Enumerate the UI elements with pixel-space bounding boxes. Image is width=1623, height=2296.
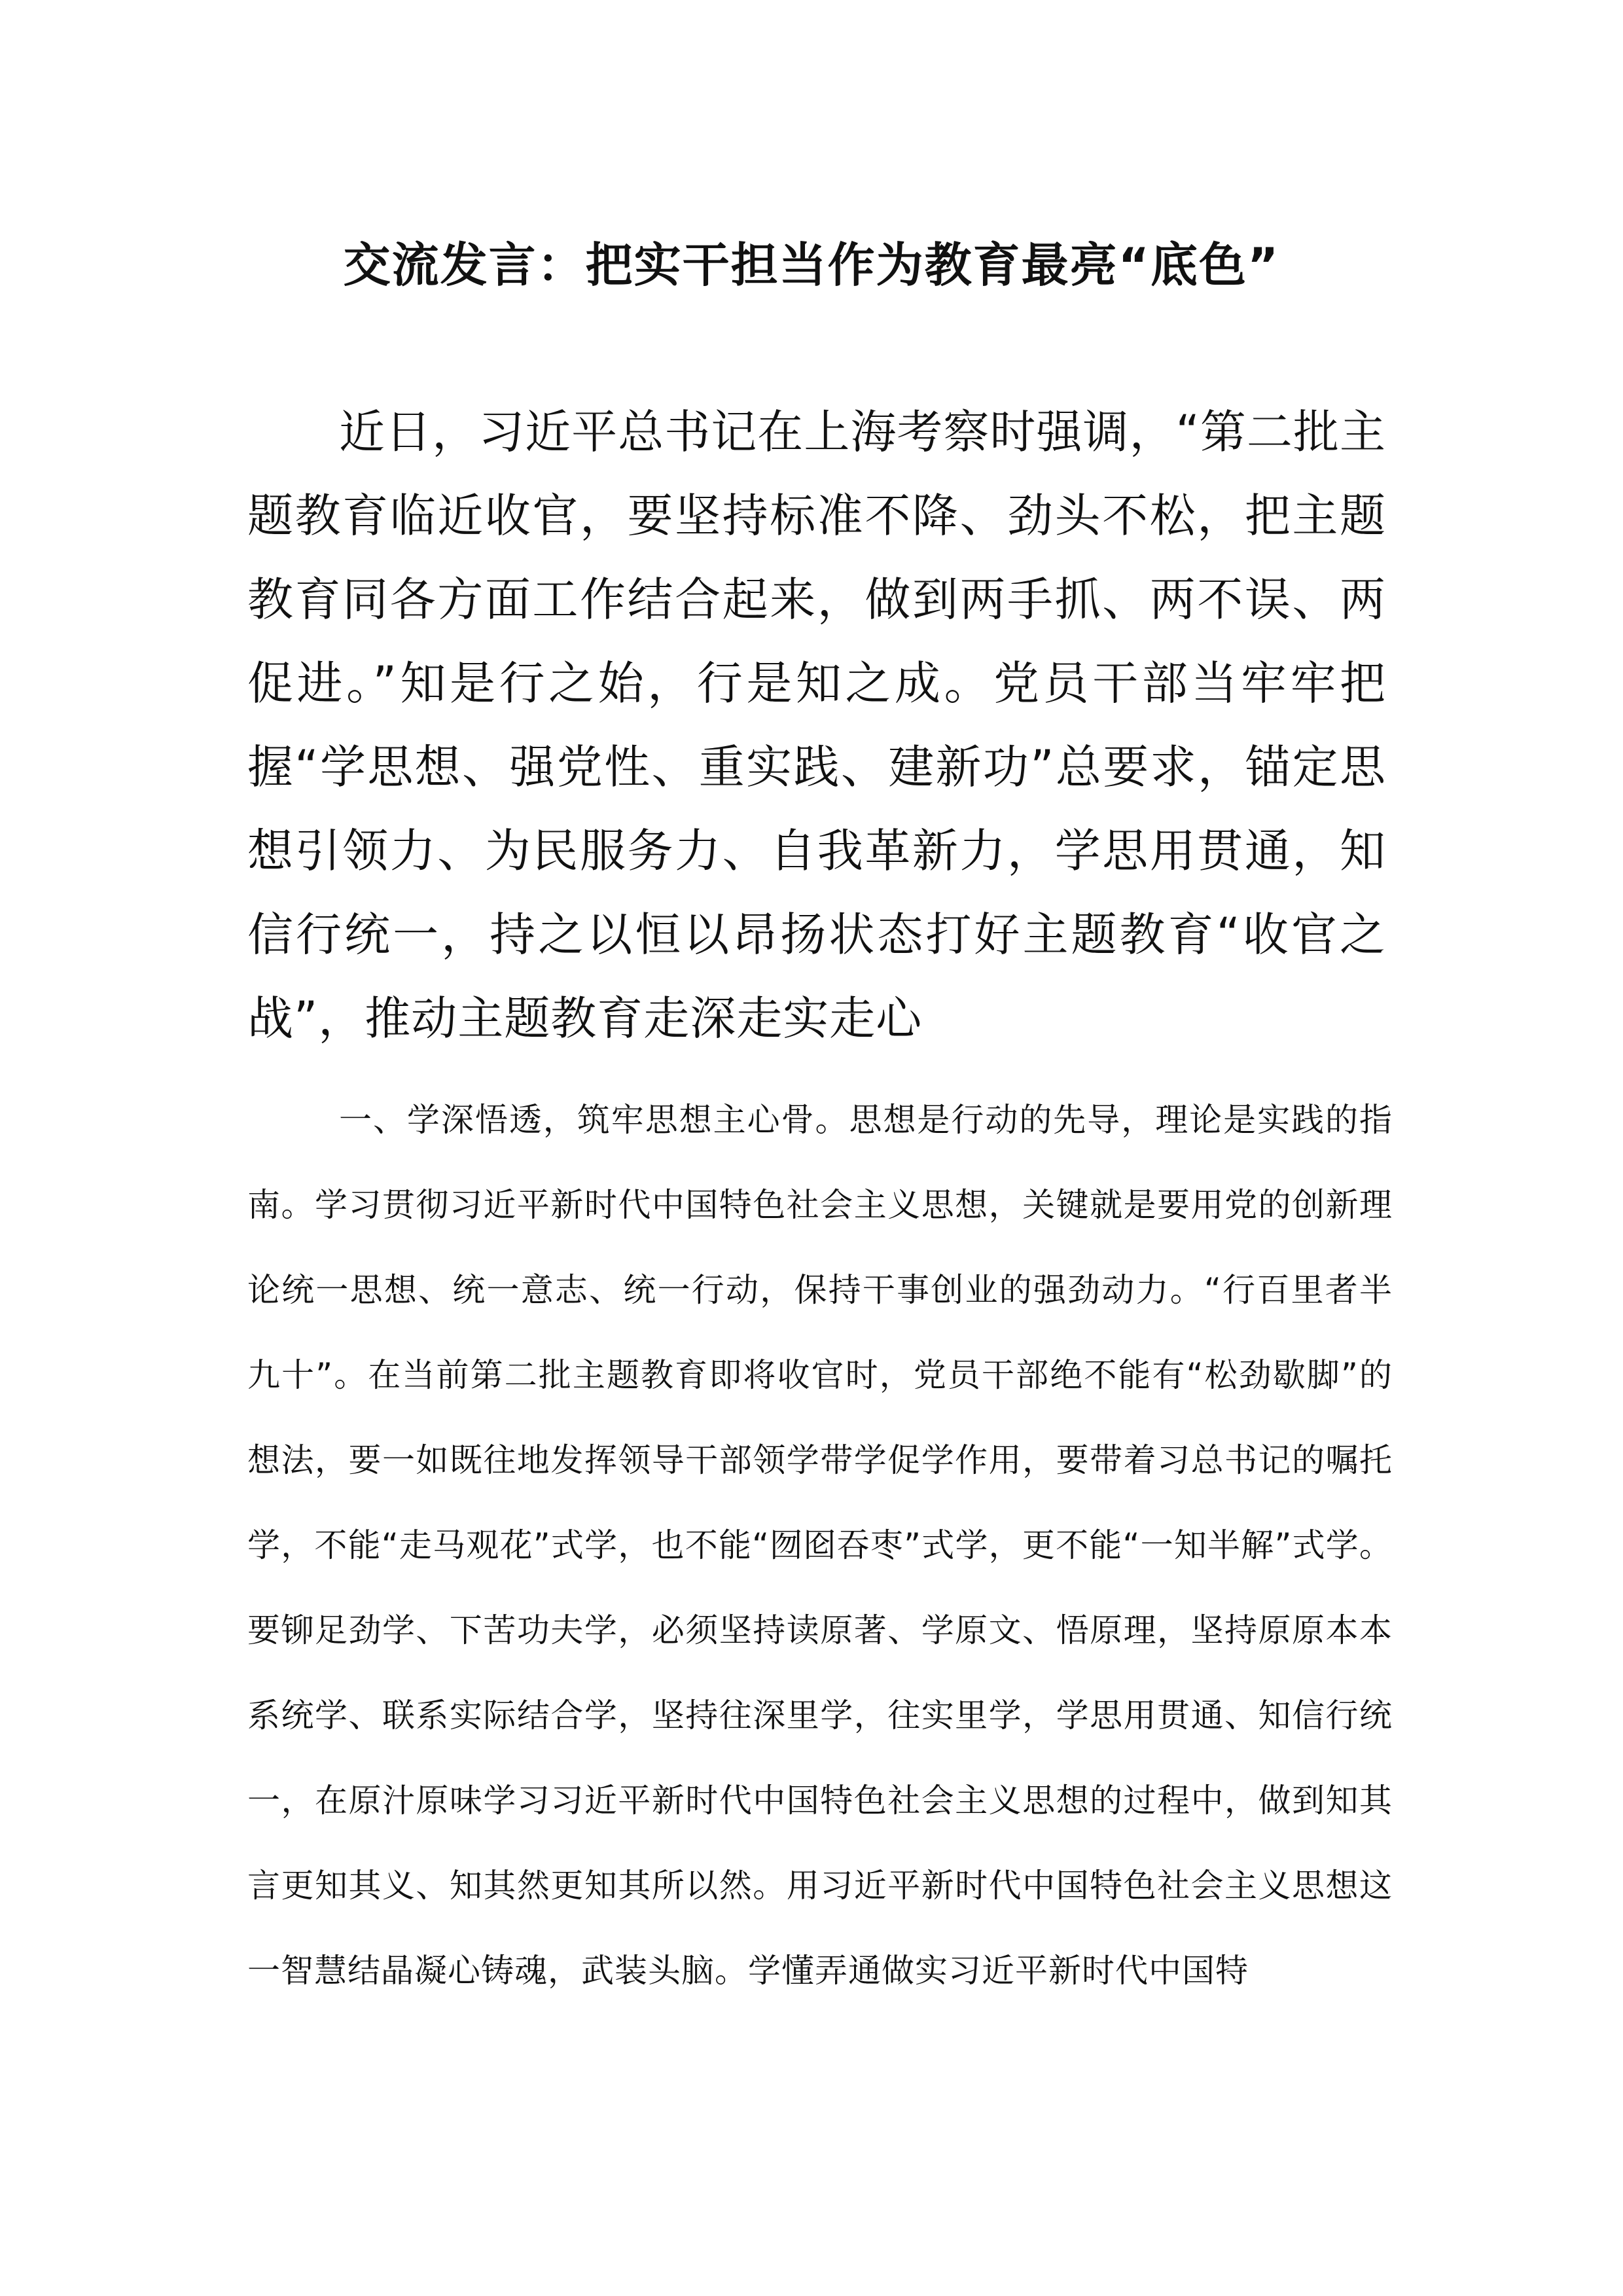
lead-paragraph: 近日，习近平总书记在上海考察时强调，“第二批主题教育临近收官，要坚持标准不降、劲头不松，把主题教育同各方面工作结合起来，做到两手抓、两不误、两促进。”知是行之始，行是知之成。党员干部当牢牢把握“学思想、强党性、重实践、建新功”总要求，锚定思想引领力、为民服务力、自我革新力，学思用贯通，知信行统一，持之以恒以昂扬状态打好主题教育“收官之战”，推动主题教育走深走实走心 bbox=[247, 405, 1386, 1045]
document-title: 交流发言：把实干担当作为教育最亮“底色” bbox=[343, 238, 1280, 293]
body-paragraph: 一、学深悟透，筑牢思想主心骨。思想是行动的先导，理论是实践的指南。学习贯彻习近平新时代中国特色社会主义思想，关键就是要用党的创新理论统一思想、统一意志、统一行动，保持干事创业的强劲动力。“行百里者半九十”。在当前第二批主题教育即将收官时，党员干部绝不能有“松劲歇脚”的想法，要一如既往地发挥领导干部领学带学促学作用，要带着习总书记的嘱托学，不能“走马观花”式学，也不能“囫囵吞枣”式学，更不能“一知半解”式学。要铆足劲学、下苦功夫学，必须坚持读原著、学原文、悟原理，坚持原原本本系统学、联系实际结合学，坚持往深里学，往实里学，学思用贯通、知信行统一，在原汁原味学习习近平新时代中国特色社会主义思想的过程中，做到知其言更知其义、知其然更知其所以然。用习近平新时代中国特色社会主义思想这一智慧结晶凝心铸魂，武装头脑。学懂弄通做实习近平新时代中国特 bbox=[247, 1101, 1393, 1990]
